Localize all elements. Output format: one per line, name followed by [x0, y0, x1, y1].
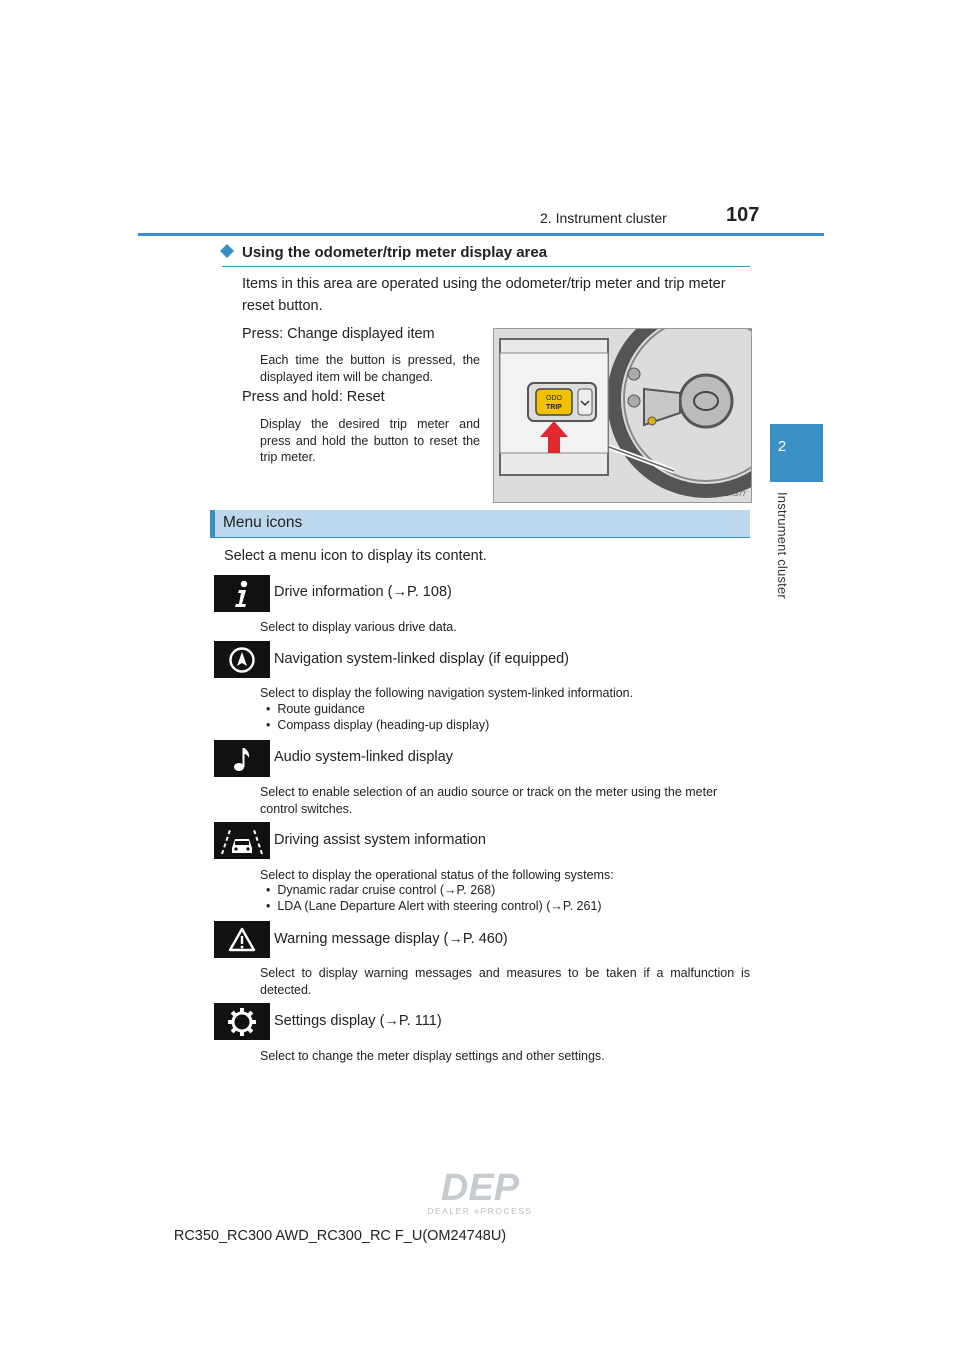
menu-item-title: Settings display (→P. 111): [274, 1013, 442, 1029]
logo-letters: DEP: [440, 1167, 520, 1209]
menu-item-description: Select to change the meter display settings and other settings.: [260, 1049, 605, 1063]
menu-item-title: Warning message display (→P. 460): [274, 931, 508, 947]
menu-item-description: Select to display warning messages and measures to be taken if a malfunction is detected.: [260, 966, 750, 997]
press-description: Each time the button is pressed, the displayed item will be changed.: [260, 353, 480, 384]
logo-text: DEALER ePROCESS: [427, 1206, 533, 1216]
hold-description: Display the desired trip meter and press and hold the button to reset the trip meter.: [260, 417, 480, 464]
menu-item-title: Drive information (→P. 108): [274, 584, 452, 600]
illustration-code: CLY20BR377: [703, 491, 746, 498]
settings-gear-icon: [214, 1003, 270, 1040]
driving-assist-icon: [214, 822, 270, 859]
hold-label: Press and hold: Reset: [242, 389, 385, 405]
odometer-subheading: Using the odometer/trip meter display area: [242, 244, 548, 261]
chapter-tab-label: Instrument cluster: [775, 492, 790, 599]
warning-icon: [214, 921, 270, 958]
section-title: Menu icons: [223, 514, 303, 531]
list-item: • LDA (Lane Departure Alert with steering control) (→P. 261): [266, 899, 602, 913]
subheading-rule: [222, 266, 750, 267]
button-text-odo: ODO: [546, 395, 562, 402]
menu-item-title: Audio system-linked display: [274, 749, 453, 765]
page-number: 107: [726, 204, 760, 226]
section-bar-accent: [210, 510, 215, 537]
dealer-eprocess-logo: [415, 1164, 545, 1216]
menu-item-description: Select to display the operational status of the following systems:: [260, 868, 614, 882]
header-rule: [138, 233, 824, 236]
trip-button-illustration: [493, 328, 752, 503]
menu-intro: Select a menu icon to display its content.: [224, 548, 487, 564]
menu-item-description: Select to enable selection of an audio source or track on the meter using the meter control switches.: [260, 785, 718, 816]
list-item: • Compass display (heading-up display): [266, 718, 490, 732]
menu-item-title: Navigation system-linked display (if equipped): [274, 651, 569, 667]
menu-item-title: Driving assist system information: [274, 832, 486, 848]
running-header-section: 2. Instrument cluster: [540, 210, 667, 226]
section-bar-underline: [210, 537, 750, 538]
navigation-icon: [214, 641, 270, 678]
footer-model-code: RC350_RC300 AWD_RC300_RC F_U(OM24748U): [173, 1228, 507, 1244]
info-icon: [214, 575, 270, 612]
button-text-trip: TRIP: [546, 404, 562, 411]
music-note-icon: [214, 740, 270, 777]
menu-item-description: Select to display the following navigation system-linked information.: [260, 686, 634, 700]
menu-item-description: Select to display various drive data.: [260, 620, 457, 634]
list-item: • Dynamic radar cruise control (→P. 268): [266, 883, 496, 897]
list-item: • Route guidance: [266, 702, 365, 716]
press-label: Press: Change displayed item: [242, 326, 435, 342]
diamond-bullet-icon: [220, 244, 234, 258]
odometer-intro: Items in this area are operated using the odometer/trip meter and trip meter reset button.: [242, 276, 726, 314]
chapter-tab-number: 2: [777, 438, 787, 455]
